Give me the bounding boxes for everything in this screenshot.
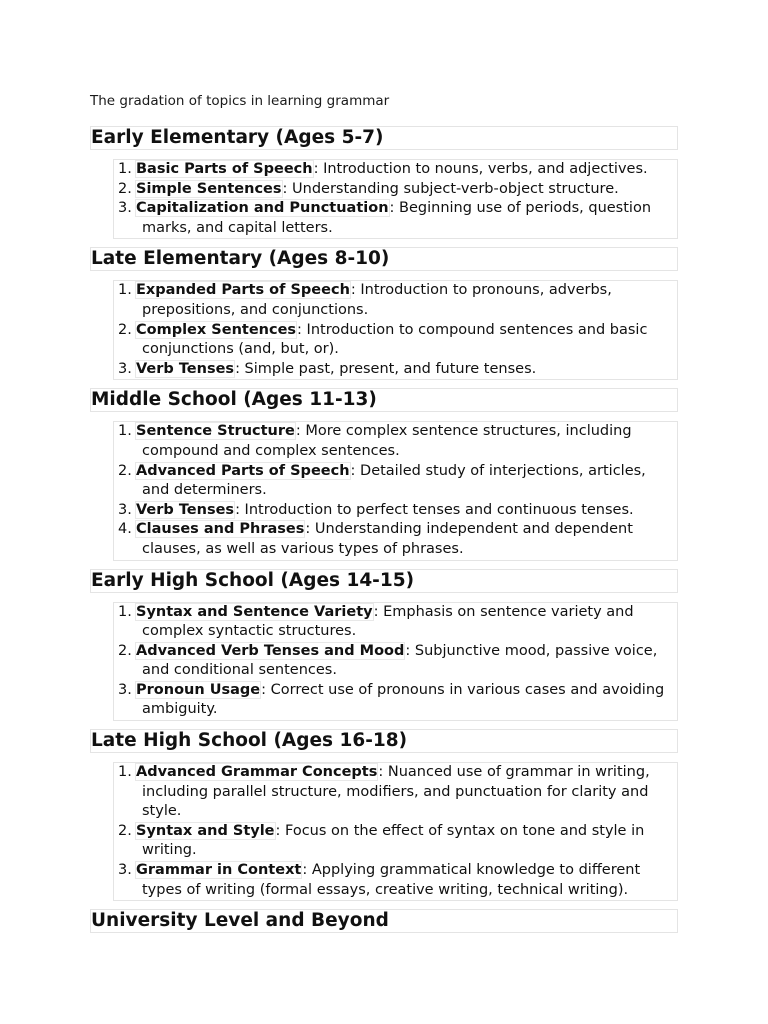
list-item-description: : Introduction to perfect tenses and continuous tenses. [235, 501, 634, 518]
list-item-description: : Emphasis on sentence variety and complex syntactic structures. [142, 603, 634, 640]
list-item-description: : More complex sentence structures, including compound and complex sentences. [142, 423, 632, 459]
list-item-term: Basic Parts of Speech [136, 161, 313, 177]
list-item-term: Syntax and Sentence Variety [136, 603, 373, 620]
list-item-term: Advanced Grammar Concepts [136, 764, 378, 781]
list-item-description: : Correct use of pronouns in various cases and avoiding ambiguity. [142, 681, 665, 718]
section-heading: Middle School (Ages 11-13) [90, 388, 678, 412]
topic-list [113, 421, 678, 560]
list-item-term: Syntax and Style [136, 822, 275, 839]
list-item [114, 822, 677, 861]
list-item-term: Pronoun Usage [136, 681, 261, 698]
list-item-term: Capitalization and Punctuation [136, 200, 389, 217]
list-item-number: 3. [118, 200, 132, 217]
list-item-description: : Nuanced use of grammar in writing, including parallel structure, modifiers, and punctuation for clarity and style. [142, 764, 650, 820]
topic-list [113, 762, 678, 901]
list-item [114, 321, 677, 360]
list-item-description: : Focus on the effect of syntax on tone and style in writing. [142, 822, 645, 859]
list-item-number: 1. [118, 764, 132, 781]
list-item-term: Advanced Parts of Speech [136, 462, 350, 479]
list-item [114, 501, 677, 521]
list-item-term: Clauses and Phrases [136, 521, 305, 538]
list-item-term: Simple Sentences [136, 180, 282, 197]
list-item [114, 681, 677, 720]
list-item [114, 603, 677, 642]
topic-list [113, 280, 678, 380]
list-item-description: : Understanding independent and dependent clauses, as well as various types of phrases. [142, 521, 633, 557]
list-item-term: Sentence Structure [136, 423, 295, 440]
list-item [114, 199, 677, 238]
list-item-number: 2. [118, 642, 132, 659]
topic-list [113, 602, 678, 722]
list-item-term: Verb Tenses [136, 501, 235, 518]
list-item-number: 2. [118, 180, 132, 197]
list-item-term: Verb Tenses [136, 360, 235, 377]
list-item [114, 763, 677, 822]
section-heading: Early High School (Ages 14-15) [90, 569, 678, 593]
list-item [114, 642, 677, 681]
list-item-number: 4. [118, 521, 132, 538]
sections-container [90, 126, 678, 933]
section-heading: Early Elementary (Ages 5-7) [90, 126, 678, 150]
list-item-number: 3. [118, 681, 132, 698]
section-heading: Late High School (Ages 16-18) [90, 729, 678, 753]
document-page [90, 92, 678, 942]
list-item-description: : Introduction to nouns, verbs, and adjectives. [313, 161, 648, 177]
list-item-term: Complex Sentences [136, 321, 297, 338]
list-item [114, 160, 677, 180]
list-item-number: 3. [118, 501, 132, 518]
list-item-description: : Simple past, present, and future tenses. [235, 360, 537, 377]
list-item-description: : Understanding subject-verb-object structure. [282, 180, 619, 197]
section-heading: University Level and Beyond [90, 909, 678, 933]
list-item-description: : Detailed study of interjections, articles, and determiners. [142, 462, 646, 499]
list-item-number: 1. [118, 161, 132, 177]
list-item-description: : Introduction to pronouns, adverbs, prepositions, and conjunctions. [142, 282, 612, 318]
list-item [114, 861, 677, 900]
document-title: The gradation of topics in learning grammar [90, 93, 390, 109]
list-item-term: Expanded Parts of Speech [136, 282, 350, 299]
list-item [114, 180, 677, 200]
list-item [114, 281, 677, 320]
list-item [114, 462, 677, 501]
list-item-number: 1. [118, 603, 132, 620]
list-item [114, 520, 677, 559]
list-item-number: 2. [118, 321, 132, 338]
list-item-term: Grammar in Context [136, 862, 302, 879]
list-item-number: 2. [118, 822, 132, 839]
list-item-description: : Applying grammatical knowledge to different types of writing (formal essays, creative writing, technical writing). [142, 862, 641, 898]
list-item-number: 1. [118, 282, 132, 299]
list-item-term: Advanced Verb Tenses and Mood [136, 642, 405, 659]
list-item-number: 2. [118, 462, 132, 479]
list-item-description: : Beginning use of periods, question marks, and capital letters. [142, 200, 652, 236]
list-item-description: : Subjunctive mood, passive voice, and conditional sentences. [142, 642, 658, 679]
topic-list [113, 159, 678, 239]
list-item-number: 3. [118, 862, 132, 879]
list-item-description: : Introduction to compound sentences and basic conjunctions (and, but, or). [142, 321, 648, 358]
list-item [114, 360, 677, 380]
list-item-number: 1. [118, 423, 132, 440]
section-heading: Late Elementary (Ages 8-10) [90, 247, 678, 271]
list-item [114, 422, 677, 461]
list-item-number: 3. [118, 360, 132, 377]
